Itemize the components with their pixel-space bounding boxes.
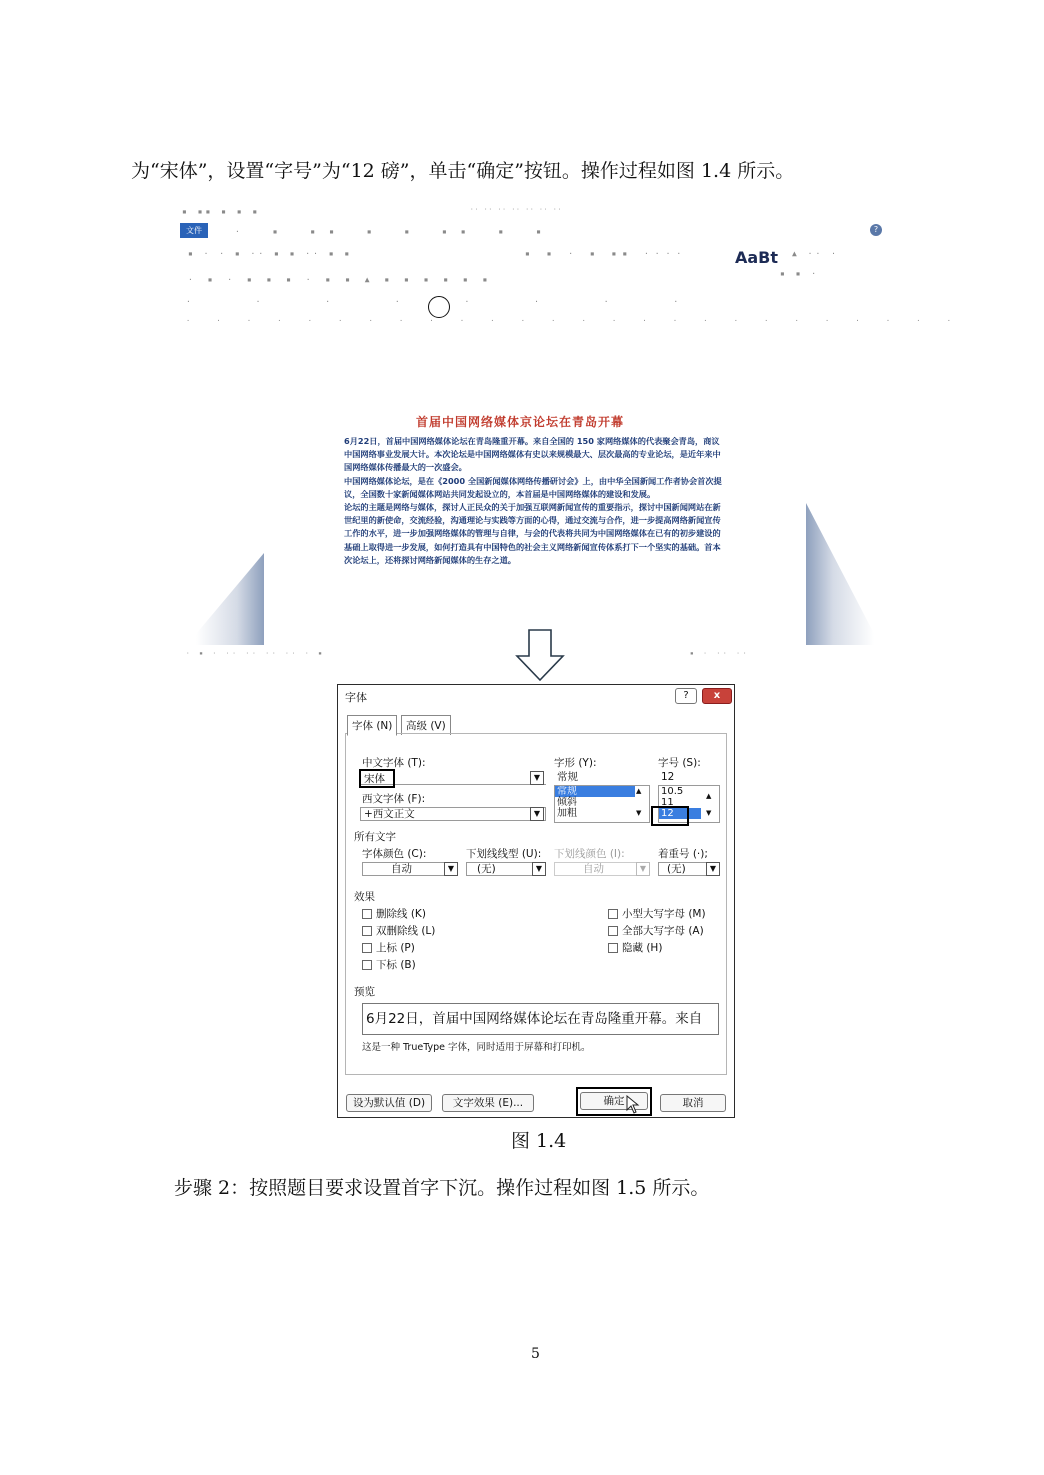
size-input[interactable]: 12 xyxy=(658,771,718,785)
hidden-label: 隐藏 (H) xyxy=(622,942,663,954)
small-caps-checkbox[interactable] xyxy=(608,906,706,921)
size-option[interactable]: 10.5 xyxy=(661,786,684,797)
font-dialog-launcher-circle[interactable] xyxy=(428,296,450,318)
tab-advanced[interactable]: 高级 (V) xyxy=(401,715,451,735)
checkbox-icon[interactable] xyxy=(362,926,372,936)
figure-caption: 图 1.4 xyxy=(511,1130,567,1152)
size-scroll-up-icon[interactable]: ▲ xyxy=(706,792,712,800)
emphasis-select[interactable]: (无) xyxy=(658,862,720,876)
preview-box: 6月22日，首届中国网络媒体论坛在青岛隆重开幕。来自 xyxy=(362,1003,719,1035)
underline-color-label: 下划线颜色 (I): xyxy=(554,848,625,860)
status-bar-right: ▪ · ·· ·· xyxy=(690,650,750,657)
dialog-close-button[interactable]: x xyxy=(702,688,732,704)
text-effects-button[interactable]: 文字效果 (E)... xyxy=(442,1094,534,1112)
all-caps-checkbox[interactable] xyxy=(608,923,704,938)
ribbon-row-2b: ▪ ▪ · xyxy=(780,269,820,278)
paragraph-top: 为“宋体”，设置“字号”为“12 磅”，单击“确定”按钮。操作过程如图 1.4 所示。 xyxy=(131,160,795,182)
quick-access-toolbar: ▪ ▪▪ ▪ ▪ ▪ xyxy=(182,207,261,216)
window-title: ·· ·· ·· ·· ·· ·· ·· xyxy=(470,206,563,213)
size-option[interactable]: 11 xyxy=(661,797,674,808)
western-font-input[interactable]: +西文正文 xyxy=(360,807,546,821)
emphasis-dropdown-icon[interactable]: ▼ xyxy=(706,862,720,876)
help-icon[interactable]: ? xyxy=(870,224,882,236)
page-shadow-right xyxy=(806,503,874,645)
superscript-label: 上标 (P) xyxy=(376,942,415,954)
style-label: 字形 (Y): xyxy=(554,757,597,769)
preview-note: 这是一种 TrueType 字体，同时适用于屏幕和打印机。 xyxy=(362,1042,591,1053)
style-scroll-up-icon[interactable]: ▲ xyxy=(636,787,642,795)
preview-label: 预览 xyxy=(354,986,375,998)
strikethrough-label: 删除线 (K) xyxy=(376,908,426,920)
font-color-label: 字体颜色 (C): xyxy=(362,848,427,860)
checkbox-icon[interactable] xyxy=(362,960,372,970)
style-scroll-down-icon[interactable]: ▼ xyxy=(636,809,642,817)
ruler: · · · · · · · · · · · · · · · · · · · · · · · · · · xyxy=(186,317,962,325)
tab-font[interactable]: 字体 (N) xyxy=(347,715,397,736)
strikethrough-checkbox[interactable] xyxy=(362,906,426,921)
chinese-font-value: 宋体 xyxy=(364,773,385,785)
paragraph-bottom: 步骤 2：按照题目要求设置首字下沉。操作过程如图 1.5 所示。 xyxy=(174,1177,710,1199)
page-shadow-left xyxy=(196,553,264,645)
size-label: 字号 (S): xyxy=(658,757,701,769)
document-paragraph: 6月22日，首届中国网络媒体论坛在青岛隆重开幕。来自全国的 150 家网络媒体的代表聚会青岛，商议中国网络事业发展大计。本次论坛是中国网络媒体有史以来规模最大、层次最高的专业论坛，是近年来中国网络媒体传播最大的一次盛会。 xyxy=(344,436,721,473)
underline-type-dropdown-icon[interactable]: ▼ xyxy=(532,862,546,876)
small-caps-label: 小型大写字母 (M) xyxy=(622,908,706,920)
all-text-label: 所有文字 xyxy=(354,831,396,843)
size-highlight-box xyxy=(651,806,689,826)
down-arrow-icon xyxy=(514,628,566,682)
size-option[interactable]: 12 xyxy=(659,808,701,819)
subscript-label: 下标 (B) xyxy=(376,959,416,971)
cancel-button[interactable]: 取消 xyxy=(660,1094,726,1112)
style-option[interactable]: 常规 xyxy=(555,786,635,797)
all-caps-label: 全部大写字母 (A) xyxy=(622,925,704,937)
ribbon-group-labels: · · · · · · · · xyxy=(186,297,709,306)
document-title: 首届中国网络媒体京论坛在青岛开幕 xyxy=(416,415,625,429)
ribbon-row-1b: ▪ ▪ · ▪ ▪▪ ···· xyxy=(525,249,688,258)
effects-label: 效果 xyxy=(354,891,375,903)
underline-type-select[interactable]: (无) xyxy=(466,862,546,876)
western-font-label: 西文字体 (F): xyxy=(362,793,426,805)
chinese-font-label: 中文字体 (T): xyxy=(362,757,426,769)
checkbox-icon[interactable] xyxy=(608,909,618,919)
font-color-select[interactable]: 自动 xyxy=(362,862,458,876)
hidden-checkbox[interactable] xyxy=(608,940,662,955)
style-option[interactable]: 倾斜 xyxy=(557,797,577,808)
ribbon-row-1: ▪ · · ▪ ·· ▪ ▪ ·· ▪ ▪ xyxy=(188,249,353,258)
checkbox-icon[interactable] xyxy=(608,943,618,953)
file-tab[interactable]: 文件 xyxy=(180,223,208,238)
mouse-cursor-icon xyxy=(626,1095,640,1115)
word-window-screenshot xyxy=(180,203,962,663)
superscript-checkbox[interactable] xyxy=(362,940,415,955)
checkbox-icon[interactable] xyxy=(362,909,372,919)
double-strikethrough-label: 双删除线 (L) xyxy=(376,925,436,937)
ribbon-tabs: · ▪ ▪▪ ▪ ▪ ▪▪ ▪ ▪ xyxy=(235,227,555,236)
document-paragraph: 论坛的主题是网络与媒体，探讨人正民众的关于加强互联网新闻宣传的重要指示，探讨中国新闻网站在新世纪里的新使命，交流经验，沟通理论与实践等方面的心得，通过交流与合作，进一步提高网络新闻宣传工作的水平，进一步加强网络媒体的管理与自律，与会的代表将共同为中国网络媒体在已有的初步建设的基础上取得进一步发展，如何打造具有中国特色的社会主义网络新闻宣传体系打下一个坚实的基础。首本次论坛上，还将探讨网络新闻媒体的生存之道。 xyxy=(344,502,721,565)
ribbon-row-1c: ▲ ·· · xyxy=(792,249,839,258)
checkbox-icon[interactable] xyxy=(608,926,618,936)
style-input[interactable]: 常规 xyxy=(554,771,650,785)
status-bar: · ▪ · ·· ·· ·· ·· · ▪ xyxy=(186,650,325,657)
font-dialog xyxy=(337,684,735,1118)
document-body xyxy=(344,435,726,603)
chinese-font-dropdown-icon[interactable]: ▼ xyxy=(530,771,544,785)
emphasis-label: 着重号 (·); xyxy=(658,848,708,860)
font-color-dropdown-icon[interactable]: ▼ xyxy=(444,862,458,876)
document-paragraph: 中国网络媒体论坛，是在《2000 全国新闻媒体网络传播研讨会》上，由中华全国新闻工作者协会首次提议，全国数十家新闻媒体网站共同发起设立的，本首届是中国网络媒体的建设和发展。 xyxy=(344,475,722,499)
page-number: 5 xyxy=(531,1346,540,1362)
double-strikethrough-checkbox[interactable] xyxy=(362,923,435,938)
checkbox-icon[interactable] xyxy=(362,943,372,953)
underline-color-select[interactable]: 自动 xyxy=(554,862,650,876)
subscript-checkbox[interactable] xyxy=(362,957,416,972)
dialog-title: 字体 xyxy=(345,691,367,704)
style-option[interactable]: 加粗 xyxy=(557,808,577,819)
western-font-dropdown-icon[interactable]: ▼ xyxy=(530,807,544,821)
style-sample-aabt[interactable]: AaBt xyxy=(735,248,779,267)
underline-color-dropdown-icon[interactable]: ▼ xyxy=(636,862,650,876)
underline-type-label: 下划线线型 (U): xyxy=(466,848,542,860)
ok-button[interactable]: 确定 xyxy=(580,1092,648,1110)
ribbon-row-2: · ▪ · ▪ ▪ ▪ · ▪ ▪ ▲ ▪ ▪ ▪ ▪ ▪ ▪ xyxy=(188,275,493,284)
dialog-help-button[interactable]: ? xyxy=(675,688,697,704)
set-default-button[interactable]: 设为默认值 (D) xyxy=(346,1094,432,1112)
size-scroll-down-icon[interactable]: ▼ xyxy=(706,809,712,817)
